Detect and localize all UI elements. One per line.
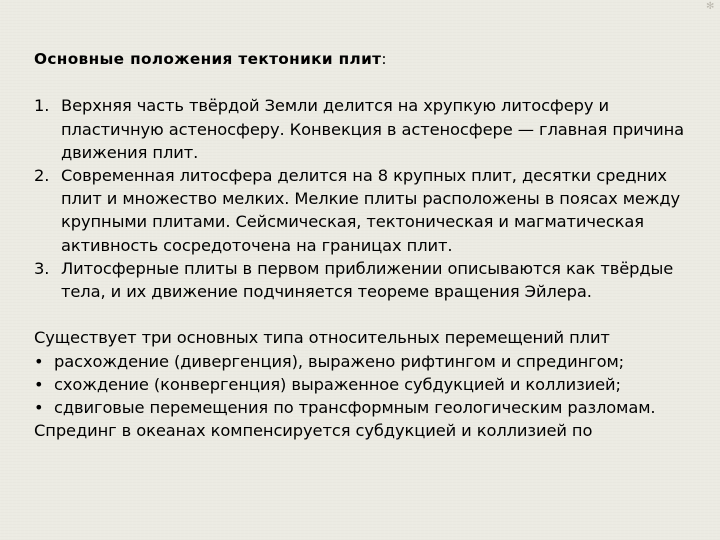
- bullet-marker: •: [34, 374, 44, 394]
- slide-heading: [34, 48, 694, 71]
- slide-corner-mark: ✻: [706, 1, 715, 12]
- item-text: расхождение (дивергенция), выражено рифтингом и спредингом;: [54, 351, 625, 371]
- spacer: [34, 303, 694, 326]
- bullet-item: [34, 350, 694, 373]
- item-text: схождение (конвергенция) выраженное субдукцией и коллизией;: [54, 374, 621, 394]
- spacer: [34, 71, 694, 94]
- numbered-item: [34, 94, 694, 164]
- closing-text: Спрединг в океанах компенсируется субдукцией и коллизией по: [34, 421, 593, 441]
- bullet-item: [34, 396, 694, 419]
- numbered-item: [34, 164, 694, 257]
- bullet-list: [34, 350, 694, 420]
- item-text: Литосферные плиты в первом приближении описываются как твёрдые тела, и их движение подчиняется теореме вращения Эйлера.: [61, 258, 674, 302]
- numbered-item: [34, 257, 694, 303]
- item-text: Современная литосфера делится на 8 крупных плит, десятки средних плит и множество мелких. Мелкие плиты расположены в поясах между крупными плитами. Сейсмическая, тектоническая и магматическая активность сосредоточена на границах плит.: [61, 166, 681, 255]
- item-number: 2.: [34, 166, 50, 185]
- bullet-marker: •: [34, 398, 44, 418]
- item-text: Верхняя часть твёрдой Земли делится на хрупкую литосферу и пластичную астеносферу. Конвекция в астеносфере — главная причина движения плит.: [61, 96, 684, 162]
- item-number: 1.: [34, 96, 50, 116]
- bullet-marker: •: [34, 351, 44, 371]
- movement-types-intro: Существует три основных типа относительных перемещений плит: [34, 328, 610, 348]
- bullet-item: [34, 373, 694, 396]
- heading-text: Основные положения тектоники плит: [34, 50, 382, 68]
- slide-content: [34, 48, 694, 442]
- item-number: 3.: [34, 258, 50, 278]
- item-text: сдвиговые перемещения по трансформным геологическим разломам.: [54, 398, 656, 418]
- numbered-list: [34, 94, 694, 303]
- heading-colon: :: [381, 50, 387, 68]
